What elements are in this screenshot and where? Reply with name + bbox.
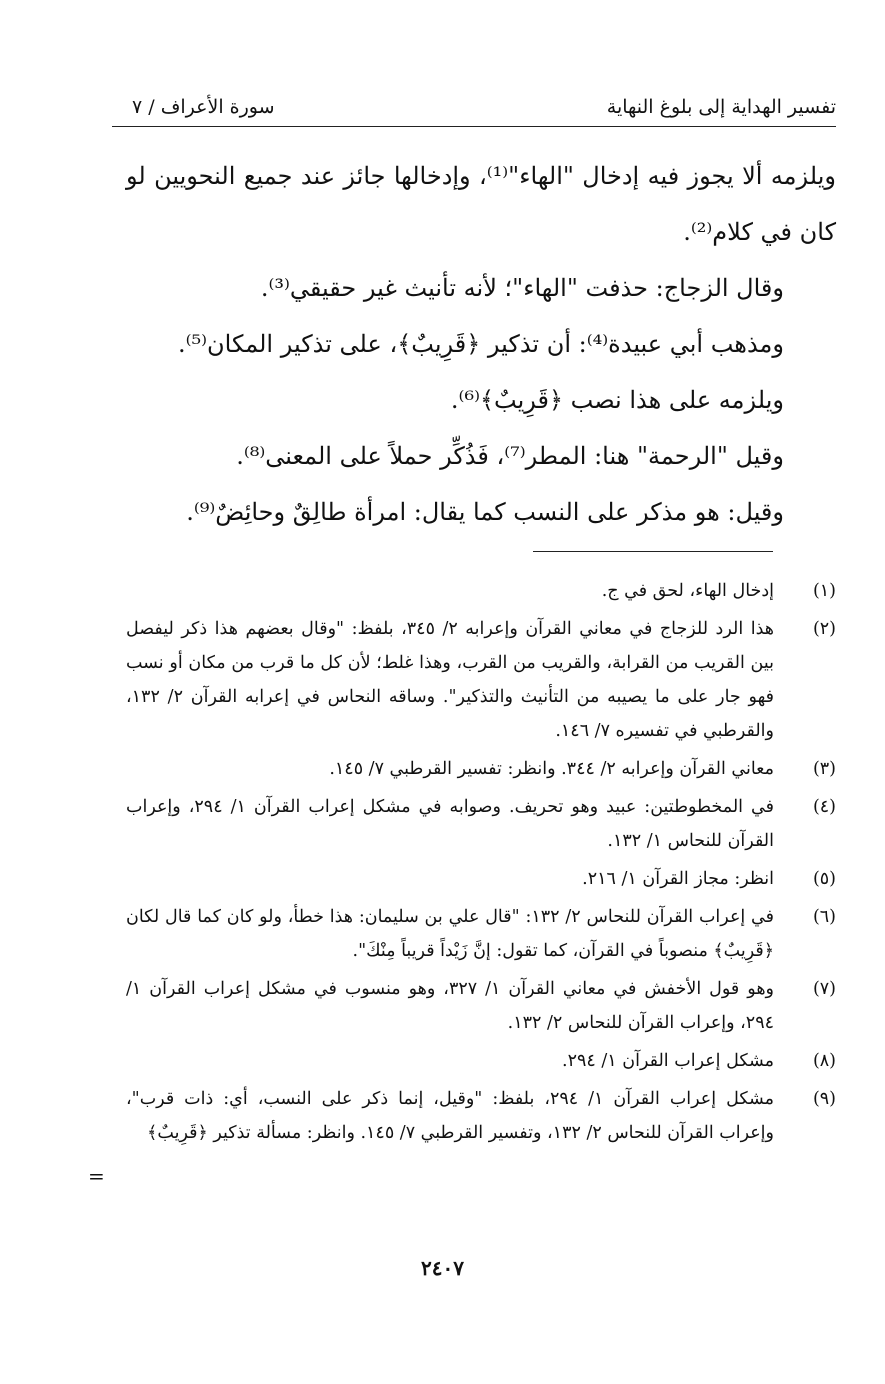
footnote-number: (٤) [812, 797, 836, 817]
footnote-text: مشكل إعراب القرآن ١/ ٢٩٤. [562, 1051, 774, 1071]
footnote-number: (٨) [812, 1051, 836, 1071]
body-paragraph: ويلزمه على هذا نصب ﴿قَرِيبٌ﴾⁽⁶⁾. [450, 386, 784, 414]
footnote-text: في المخطوطتين: عبيد وهو تحريف. وصوابه في مشكل إعراب القرآن ١/ ٢٩٤، وإعراب القرآن للنحاس ١/ ١٣٢. [126, 797, 774, 851]
footnote [126, 574, 838, 608]
book-title: تفسير الهداية إلى بلوغ النهاية [606, 96, 836, 118]
surah-label: سورة الأعراف / ٧ [132, 96, 275, 118]
footnote-number: (٢) [812, 619, 836, 639]
footnote-text: في إعراب القرآن للنحاس ٢/ ١٣٢: "قال علي بن سليمان: هذا خطأ، ولو كان كما قال لكان ﴿قَرِيبٌ﴾ منصوباً في القرآن، كما تقول: إنَّ زَيْداً قريباً مِنْكَ". [126, 907, 775, 961]
footnote [126, 900, 838, 968]
footnote-text: وهو قول الأخفش في معاني القرآن ١/ ٣٢٧، وهو منسوب في مشكل إعراب القرآن ١/ ٢٩٤، وإعراب القرآن للنحاس ٢/ ١٣٢. [126, 979, 774, 1033]
footnote-text: انظر: مجاز القرآن ١/ ٢١٦. [582, 869, 774, 889]
main-text [126, 148, 836, 540]
footnote [126, 1044, 838, 1078]
footnote [126, 1082, 838, 1150]
body-paragraph: وقال الزجاج: حذفت "الهاء"؛ لأنه تأنيث غير حقيقي⁽³⁾. [260, 274, 784, 302]
body-paragraph: ويلزمه ألا يجوز فيه إدخال "الهاء"⁽¹⁾، وإدخالها جائز عند جميع النحويين لو كان في كلام⁽²⁾. [126, 162, 836, 246]
continuation-mark: = [88, 1164, 105, 1188]
footnote-number: (٣) [812, 759, 836, 779]
footnote [126, 972, 838, 1040]
footnote-number: (٦) [812, 907, 836, 927]
footnote [126, 752, 838, 786]
footnote [126, 862, 838, 896]
footnote-number: (٥) [812, 869, 836, 889]
footnote-separator [533, 551, 773, 552]
footnote-text: إدخال الهاء، لحق في ج. [601, 581, 774, 601]
footnote [126, 790, 838, 858]
page-number: ٢٤٠٧ [421, 1256, 464, 1280]
footnote-text: معاني القرآن وإعرابه ٢/ ٣٤٤. وانظر: تفسير القرطبي ٧/ ١٤٥. [329, 759, 774, 779]
footnote-number: (١) [812, 581, 836, 601]
footnote-text: هذا الرد للزجاج في معاني القرآن وإعرابه ٢/ ٣٤٥، بلفظ: "وقال بعضهم هذا ذكر ليفصل بين القريب من القرابة، والقريب من القرب، وهذا غلط؛ لأن كل ما قرب من مكان أو نسب فهو جار على ما يصيبه من التأنيث والتذكير". وساقه النحاس في إعرابه القرآن ٢/ ١٣٢، والقرطبي في تفسيره ٧/ ١٤٦. [126, 619, 774, 741]
body-paragraph: ومذهب أبي عبيدة⁽⁴⁾: أن تذكير ﴿قَرِيبٌ﴾، على تذكير المكان⁽⁵⁾. [178, 330, 784, 358]
footnotes [126, 574, 838, 1154]
footnote-number: (٧) [812, 979, 836, 999]
running-header [112, 92, 836, 127]
footnote-text: مشكل إعراب القرآن ١/ ٢٩٤، بلفظ: "وقيل، إنما ذكر على النسب، أي: ذات قرب"، وإعراب القرآن للنحاس ٢/ ١٣٢، وتفسير القرطبي ٧/ ١٤٥. وانظر: مسألة تذكير ﴿قَرِيبٌ﴾ [126, 1089, 774, 1143]
footnote-number: (٩) [812, 1089, 836, 1109]
body-paragraph: وقيل "الرحمة" هنا: المطر⁽⁷⁾، فَذُكِّر حملاً على المعنى⁽⁸⁾. [236, 442, 784, 470]
body-paragraph: وقيل: هو مذكر على النسب كما يقال: امرأة طالِقٌ وحائِضٌ⁽⁹⁾. [186, 498, 784, 526]
footnote [126, 612, 838, 748]
